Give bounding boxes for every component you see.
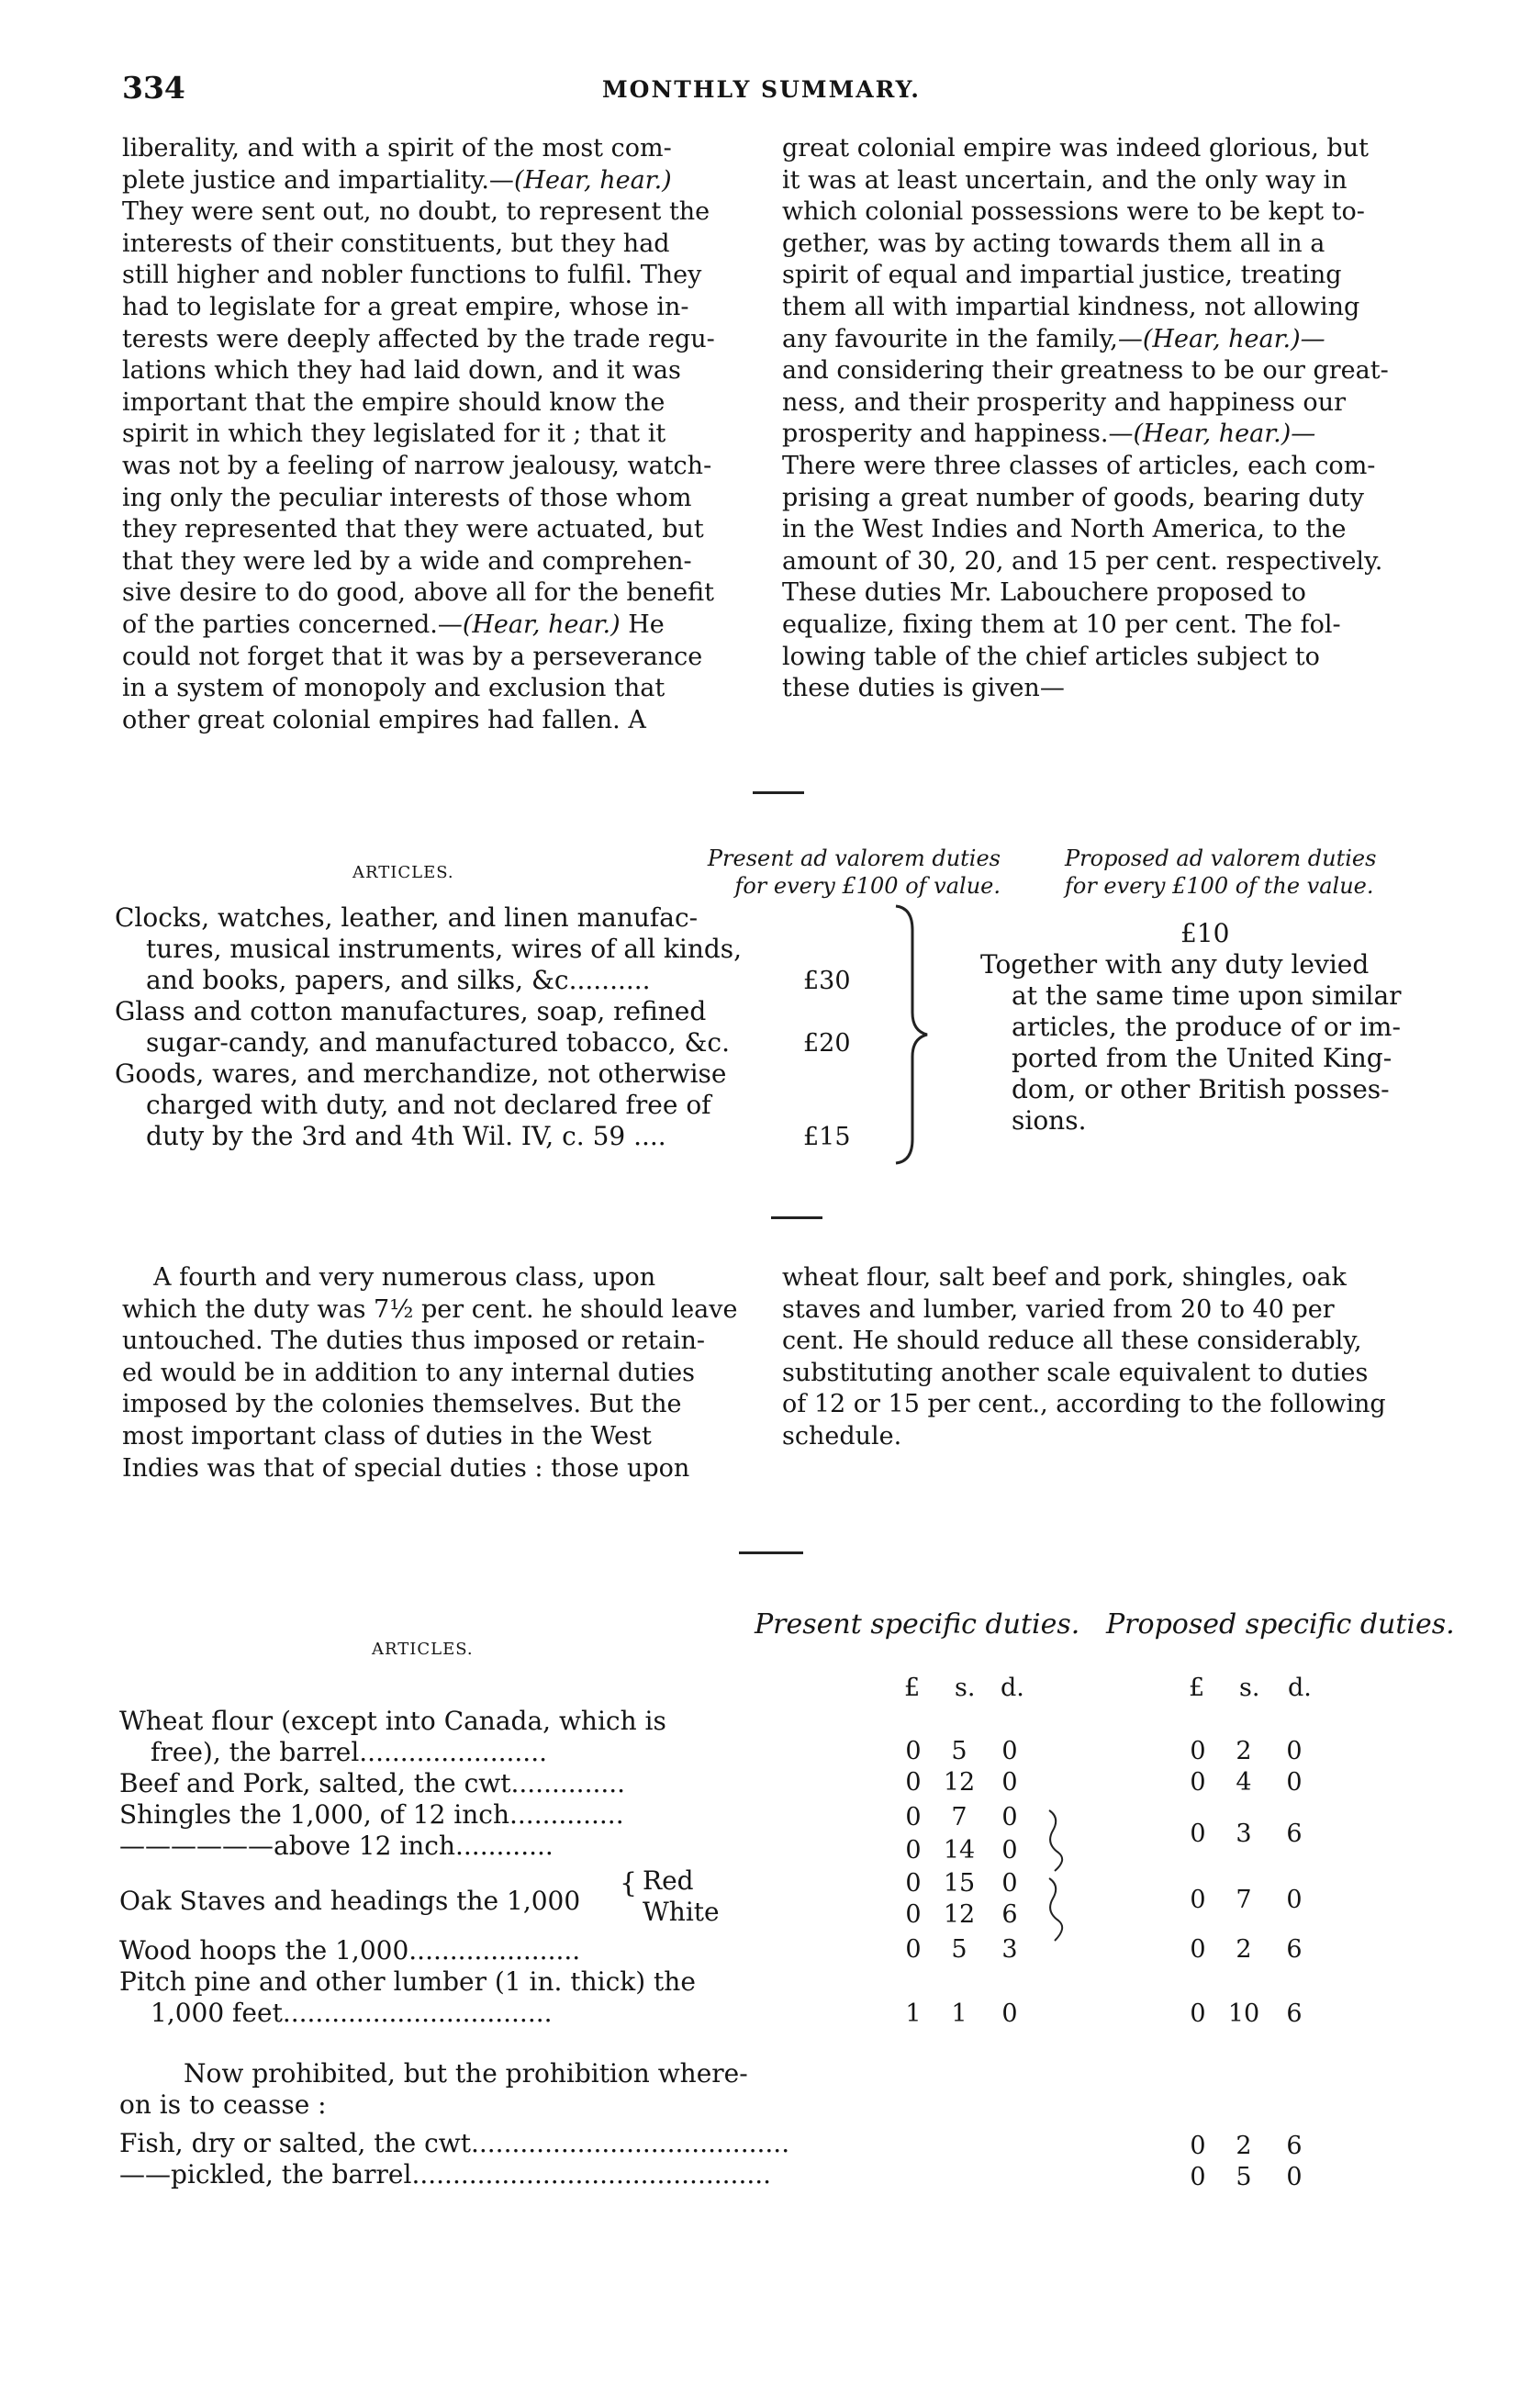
present-pounds: 0 bbox=[905, 1737, 922, 1765]
proposed-shillings: 2 bbox=[1236, 1935, 1252, 1964]
present-shillings: 14 bbox=[943, 1836, 976, 1865]
present-pence: 0 bbox=[1001, 1999, 1018, 2028]
table1-row-line: Goods, wares, and merchandize, not otherwise bbox=[115, 1058, 727, 1089]
text-line: ness, and their prosperity and happiness our bbox=[782, 387, 1346, 417]
middle-left-column bbox=[122, 1262, 765, 1484]
text-line: any favourite in the family,—(Hear, hear.)— bbox=[782, 324, 1325, 353]
text-line: of 12 or 15 per cent., according to the following bbox=[782, 1390, 1386, 1419]
running-title: MONTHLY SUMMARY. bbox=[602, 76, 921, 103]
text-line: prising a great number of goods, bearing duty bbox=[782, 483, 1364, 512]
present-pence: 0 bbox=[1001, 1768, 1018, 1797]
present-pence: 0 bbox=[1001, 1737, 1018, 1765]
proposed-pence: 0 bbox=[1286, 1886, 1303, 1914]
proposed-shillings: 10 bbox=[1227, 1999, 1260, 2028]
table1-proposed-line: Together with any duty levied bbox=[980, 949, 1370, 980]
text-line: gether, was by acting towards them all in a bbox=[782, 229, 1325, 258]
text-line: they represented that they were actuated, but bbox=[122, 515, 704, 544]
table1-value: £30 bbox=[803, 967, 851, 995]
table1-row-line: charged with duty, and not declared free of bbox=[146, 1090, 711, 1120]
present-pounds: 0 bbox=[905, 1803, 922, 1831]
unit-shillings: s. bbox=[955, 1674, 976, 1702]
table2-row-label: free), the barrel....................... bbox=[151, 1737, 547, 1767]
table1-proposed-text bbox=[980, 918, 1439, 1137]
text-line: terests were deeply affected by the trade regu- bbox=[122, 324, 715, 353]
table1-present-header: Present ad valorem duties for every £100 of value. bbox=[707, 846, 1001, 899]
present-pence: 6 bbox=[1001, 1900, 1018, 1929]
section-rule bbox=[771, 1216, 822, 1219]
text-line: great colonial empire was indeed glorious, but bbox=[782, 134, 1369, 162]
table1-articles bbox=[115, 902, 766, 1152]
proposed-pounds: 0 bbox=[1190, 1737, 1206, 1765]
text-line: other great colonial empires had fallen. A bbox=[122, 705, 646, 734]
present-pence: 0 bbox=[1001, 1836, 1018, 1865]
text-line: and considering their greatness to be our great- bbox=[782, 356, 1389, 386]
intro-left-column bbox=[122, 133, 765, 736]
proposed-pence: 6 bbox=[1286, 1935, 1303, 1964]
table1-row-line: duty by the 3rd and 4th Wil. IV, c. 59 .... bbox=[146, 1121, 666, 1151]
table2-row-label: ——pickled, the barrel............................................ bbox=[119, 2159, 772, 2190]
unit-pounds: £ bbox=[904, 1674, 921, 1702]
proposed-pounds: 0 bbox=[1190, 1768, 1206, 1797]
text-line: sive desire to do good, above all for the benefit bbox=[122, 578, 715, 608]
section-rule bbox=[739, 1551, 803, 1554]
table2-row-label: Fish, dry or salted, the cwt....................................... bbox=[119, 2128, 790, 2158]
text-line: Indies was that of special duties : those upon bbox=[122, 1453, 690, 1483]
table1-row-line: and books, papers, and silks, &c.......... bbox=[146, 965, 651, 995]
table2-sub-label: White bbox=[643, 1897, 720, 1927]
text-line: lations which they had laid down, and it was bbox=[122, 356, 681, 386]
table2-row-label: Shingles the 1,000, of 12 inch.............. bbox=[119, 1799, 624, 1830]
table2-sub-label: Red bbox=[643, 1865, 694, 1896]
table1-row-line: Glass and cotton manufactures, soap, refined bbox=[115, 996, 707, 1026]
text-line: prosperity and happiness.—(Hear, hear.)— bbox=[782, 420, 1316, 449]
table2-row-label: Pitch pine and other lumber (1 in. thick) the bbox=[119, 1966, 696, 1997]
present-shillings: 1 bbox=[951, 1999, 967, 2028]
text-line: was not by a feeling of narrow jealousy, watch- bbox=[122, 451, 712, 480]
present-shillings: 5 bbox=[951, 1935, 967, 1964]
text-line: They were sent out, no doubt, to represent the bbox=[122, 197, 710, 227]
proposed-shillings: 2 bbox=[1236, 2132, 1252, 2160]
text-line: A fourth and very numerous class, upon bbox=[153, 1263, 656, 1292]
present-pounds: 1 bbox=[905, 1999, 922, 2028]
present-pence: 0 bbox=[1001, 1869, 1018, 1898]
present-shillings: 15 bbox=[943, 1869, 976, 1898]
unit-shillings: s. bbox=[1239, 1674, 1260, 1702]
proposed-pence: 0 bbox=[1286, 1768, 1303, 1797]
present-shillings: 7 bbox=[951, 1803, 967, 1831]
table1-value: £20 bbox=[803, 1029, 851, 1058]
text-line: amount of 30, 20, and 15 per cent. respectively. bbox=[782, 546, 1383, 576]
proposed-pence: 0 bbox=[1286, 2163, 1303, 2191]
table1-proposed-header: Proposed ad valorem duties for every £100 of the value. bbox=[1065, 846, 1377, 899]
table2-present-header: Present specific duties. bbox=[755, 1608, 1080, 1641]
middle-right-column bbox=[782, 1262, 1425, 1453]
table2-row-label: 1,000 feet................................. bbox=[151, 1998, 553, 2028]
text-line: untouched. The duties thus imposed or retain- bbox=[122, 1327, 706, 1356]
table1-proposed-line: at the same time upon similar bbox=[1012, 980, 1402, 1011]
present-pounds: 0 bbox=[905, 1900, 922, 1929]
text-line: staves and lumber, varied from 20 to 40 per bbox=[782, 1294, 1335, 1324]
present-pounds: 0 bbox=[905, 1836, 922, 1865]
table2-row-label: Beef and Pork, salted, the cwt.............. bbox=[119, 1768, 626, 1798]
unit-pence: d. bbox=[1288, 1674, 1312, 1702]
text-line: spirit in which they legislated for it ; that it bbox=[122, 420, 666, 449]
prohibited-note: Now prohibited, but the prohibition where- bbox=[184, 2058, 748, 2089]
proposed-shillings: 4 bbox=[1236, 1768, 1252, 1797]
table1-proposed-line: dom, or other British posses- bbox=[1012, 1074, 1390, 1104]
table2-articles-header: ARTICLES. bbox=[372, 1640, 474, 1659]
table1-proposed-line: sions. bbox=[1012, 1105, 1087, 1136]
intro-right-column bbox=[782, 133, 1425, 705]
table1-value: £15 bbox=[803, 1123, 851, 1151]
text-line: of the parties concerned.—(Hear, hear.) He bbox=[122, 610, 665, 639]
prohibited-note: on is to ceasse : bbox=[119, 2089, 327, 2120]
proposed-pounds: 0 bbox=[1190, 1935, 1206, 1964]
present-pounds: 0 bbox=[905, 1768, 922, 1797]
unit-pence: d. bbox=[1001, 1674, 1024, 1702]
proposed-pence: 6 bbox=[1286, 2132, 1303, 2160]
text-line: it was at least uncertain, and the only way in bbox=[782, 165, 1348, 195]
text-line: that they were led by a wide and comprehen- bbox=[122, 546, 692, 576]
table1-row-line: tures, musical instruments, wires of all kinds, bbox=[146, 934, 743, 964]
page-number: 334 bbox=[122, 70, 185, 106]
text-line: could not forget that it was by a perseverance bbox=[122, 642, 703, 671]
text-line: spirit of equal and impartial justice, treating bbox=[782, 261, 1342, 290]
table1-proposed-amount: £10 bbox=[1180, 918, 1230, 948]
text-line: substituting another scale equivalent to duties bbox=[782, 1358, 1369, 1387]
text-line: ed would be in addition to any internal duties bbox=[122, 1358, 696, 1387]
proposed-shillings: 7 bbox=[1236, 1886, 1252, 1914]
present-pounds: 0 bbox=[905, 1869, 922, 1898]
text-line: plete justice and impartiality.—(Hear, hear.) bbox=[122, 165, 672, 195]
proposed-pounds: 0 bbox=[1190, 2163, 1206, 2191]
text-line: imposed by the colonies themselves. But the bbox=[122, 1390, 682, 1419]
proposed-pounds: 0 bbox=[1190, 1999, 1206, 2028]
proposed-pence: 6 bbox=[1286, 1999, 1303, 2028]
proposed-pence: 0 bbox=[1286, 1737, 1303, 1765]
text-line: ing only the peculiar interests of those whom bbox=[122, 483, 692, 512]
text-line: wheat flour, salt beef and pork, shingles, oak bbox=[782, 1263, 1347, 1292]
text-line: cent. He should reduce all these considerably, bbox=[782, 1327, 1362, 1356]
table2-row-label: ——————above 12 inch............ bbox=[119, 1831, 554, 1861]
table1-row-line: Clocks, watches, leather, and linen manufac- bbox=[115, 902, 699, 933]
proposed-shillings: 5 bbox=[1236, 2163, 1252, 2191]
present-pence: 0 bbox=[1001, 1803, 1018, 1831]
text-line: in the West Indies and North America, to the bbox=[782, 515, 1347, 544]
proposed-pounds: 0 bbox=[1190, 1886, 1206, 1914]
text-line: had to legislate for a great empire, whose in- bbox=[122, 292, 689, 321]
text-line: liberality, and with a spirit of the most com- bbox=[122, 134, 672, 162]
left-brace-icon: { bbox=[620, 1867, 638, 1899]
proposed-pounds: 0 bbox=[1190, 1820, 1206, 1848]
text-line: in a system of monopoly and exclusion that bbox=[122, 674, 665, 703]
text-line: which the duty was 7½ per cent. he should leave bbox=[122, 1294, 738, 1324]
table1-articles-header: ARTICLES. bbox=[352, 863, 454, 882]
table2-row-label: Oak Staves and headings the 1,000 bbox=[119, 1886, 581, 1916]
table2-proposed-header: Proposed specific duties. bbox=[1106, 1608, 1455, 1641]
right-brace-icon bbox=[890, 904, 936, 1166]
table1-row-line: sugar-candy, and manufactured tobacco, &c. bbox=[146, 1027, 731, 1058]
text-line: There were three classes of articles, each com- bbox=[782, 451, 1376, 480]
text-line: still higher and nobler functions to fulfil. They bbox=[122, 261, 702, 290]
table2-row-label: Wood hoops the 1,000..................... bbox=[119, 1935, 581, 1966]
unit-pounds: £ bbox=[1189, 1674, 1205, 1702]
text-line: these duties is given— bbox=[782, 674, 1065, 703]
proposed-shillings: 2 bbox=[1236, 1737, 1252, 1765]
text-line: schedule. bbox=[782, 1421, 902, 1450]
text-line: most important class of duties in the West bbox=[122, 1421, 652, 1450]
section-rule bbox=[753, 791, 804, 794]
proposed-pence: 6 bbox=[1286, 1820, 1303, 1848]
proposed-shillings: 3 bbox=[1236, 1820, 1252, 1848]
text-line: interests of their constituents, but they had bbox=[122, 229, 670, 258]
present-pounds: 0 bbox=[905, 1935, 922, 1964]
table2-row-label: Wheat flour (except into Canada, which is bbox=[119, 1706, 666, 1736]
proposed-pounds: 0 bbox=[1190, 2132, 1206, 2160]
present-pence: 3 bbox=[1001, 1935, 1018, 1964]
text-line: lowing table of the chief articles subject to bbox=[782, 642, 1320, 671]
present-shillings: 5 bbox=[951, 1737, 967, 1765]
text-line: equalize, fixing them at 10 per cent. The fol- bbox=[782, 610, 1341, 639]
present-shillings: 12 bbox=[943, 1900, 976, 1929]
present-shillings: 12 bbox=[943, 1768, 976, 1797]
text-line: These duties Mr. Labouchere proposed to bbox=[782, 578, 1306, 608]
text-line: them all with impartial kindness, not allowing bbox=[782, 292, 1360, 321]
text-line: which colonial possessions were to be kept to- bbox=[782, 197, 1365, 227]
table1-proposed-line: articles, the produce of or im- bbox=[1012, 1012, 1401, 1042]
table1-proposed-line: ported from the United King- bbox=[1012, 1043, 1392, 1073]
bracket-icon bbox=[1042, 1807, 1069, 1944]
text-line: important that the empire should know the bbox=[122, 387, 665, 417]
